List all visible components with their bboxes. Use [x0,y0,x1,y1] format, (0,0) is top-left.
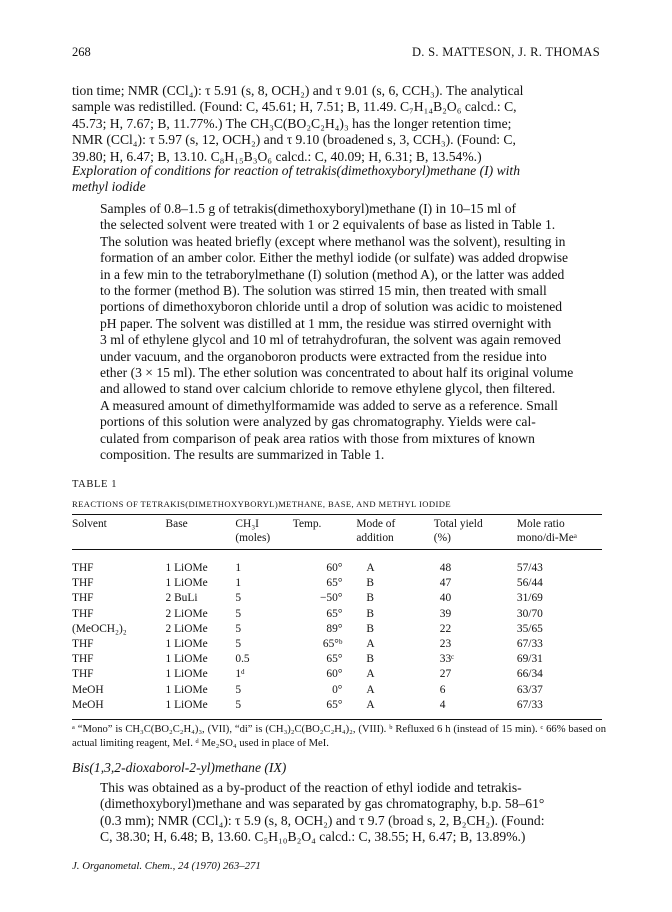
text-line: NMR (CCl₄): τ 5.97 (s, 12, OCH₂) and τ 9.10 (broadened s, 3, CCH₃). (Found: C, [72,132,516,148]
table-cell: 5 [235,698,242,711]
text-line: the selected solvent were treated with 1 or 2 equivalents of base as listed in Table 1. [100,217,556,233]
text-line: sample was redistilled. (Found: C, 45.61; H, 7.51; B, 11.49. C₇H₁₄B₂O₆ calcd.: C, [72,99,517,115]
table-cell: B [366,607,374,620]
table-cell: 35/65 [516,622,543,635]
table-cell: 56/44 [516,577,543,590]
text-line: A measured amount of dimethylformamide was added to serve as a reference. Small [100,397,558,413]
page-number: 268 [72,45,91,59]
table-cell: 5 [235,622,242,635]
table-row [72,637,602,652]
table-cell: A [366,698,375,711]
table-cell: THF [72,562,94,574]
table-cell: 5 [235,592,242,605]
table-cell: 63/37 [516,683,543,696]
table-cell: 89° [326,622,343,635]
table-cell: 6 [439,683,446,696]
text-line: formation of an amber color. Either the methyl iodide (or sulfate) was added dropwise [100,250,569,266]
column-header: Base [165,518,188,530]
table-row [72,591,602,606]
table-cell: 1 LiOMe [165,683,208,696]
table-footnotes: ᵃ “Mono” is CH₃C(BO₂C₂H₄)₃, (VII), “di” is (CH₃)₂C(BO₂C₂H₄)₂, (VIII). ᵇ Refluxed 6 h (instead of 15 min). ᶜ 66% based on actual limiting reagent, MeI. ᵈ Me₂SO₄ used in place of MeI. [72,724,606,749]
table-cell: 2 LiOMe [165,622,208,635]
table-cell: B [366,577,374,590]
column-header: Mole ratio mono/di-Meᵃ [516,518,577,544]
reactions-table [72,516,602,713]
paragraph-bis-compound [72,780,606,846]
table-cell: 4 [439,698,446,711]
table-cell: THF [72,653,94,666]
table-cell: 2 LiOMe [165,607,208,620]
table-cell: 39 [439,607,452,620]
table-cell: THF [72,577,94,590]
text-line: C, 38.30; H, 6.48; B, 13.60. C₅H₁₀B₂O₄ calcd.: C, 38.55; H, 6.47; B, 13.89%.) [100,829,526,845]
column-header: Solvent [72,518,107,530]
paragraph-procedure [72,201,606,464]
text-line: tion time; NMR (CCl₄): τ 5.91 (s, 8, OCH₂) and τ 9.01 (s, 6, CCH₃). The analytical [72,83,524,98]
table-cell: 65° [326,607,343,620]
table-cell: 40 [439,592,452,605]
table-cell: A [366,668,375,681]
table-row [72,550,602,576]
text-line: to the former (method B). The solution was stirred 15 min, then treated with small [100,283,547,299]
text-line: culated from comparison of peak area ratios with those from mixtures of known [100,430,535,446]
table-cell: MeOH [72,683,104,696]
table-cell: 65° [326,577,343,590]
table-cell: −50° [320,592,343,605]
table-cell: 0° [332,683,343,696]
table-row [72,576,602,591]
table-cell: 60° [326,562,343,574]
table-cell: THF [72,592,94,605]
table-caption: REACTIONS OF TETRAKIS(DIMETHOXYBORYL)METHANE, BASE, AND METHYL IODIDE [72,499,451,509]
text-line: 39.80; H, 6.47; B, 13.10. C₈H₁₅B₃O₆ calcd.: C, 40.09; H, 6.31; B, 13.54%.) [72,148,482,164]
text-line: 45.73; H, 7.67; B, 11.77%.) The CH₃C(BO₂C₂H₄)₃ has the longer retention time; [72,115,512,131]
table-cell: (MeOCH₂)₂ [72,622,127,635]
text-line: 3 ml of ethylene glycol and 10 ml of tetrahydrofuran, the solvent was again removed [100,332,561,348]
paragraph-analysis-results [72,83,606,165]
table-header-row [72,516,602,550]
table-row [72,667,602,682]
text-line: (dimethoxyboryl)methane and was separated by gas chromatography, b.p. 58–61° [100,796,545,812]
table-cell: 1 LiOMe [165,577,208,590]
table-cell: 30/70 [516,607,543,620]
table-cell: 5 [235,607,242,620]
table-body [72,550,602,713]
table-cell: 22 [439,622,452,635]
table-top-rule [72,514,602,515]
text-line: portions of this solution were analyzed by gas chromatography. Yields were cal- [100,414,536,430]
table-cell: 23 [439,638,452,651]
column-header: Temp. [292,518,322,530]
column-header: Total yield (%) [433,518,483,544]
table-cell: 1 [235,562,242,574]
table-cell: 1 [235,577,242,590]
table-cell: THF [72,668,94,681]
table-cell: 0.5 [235,653,250,666]
table-cell: 27 [439,668,452,681]
table-cell: 5 [235,638,242,651]
table-cell: 1 LiOMe [165,653,208,666]
table-row [72,683,602,698]
text-line: pH paper. The solvent was distilled at 1 mm, the residue was stirred overnight with [100,315,552,331]
table-cell: THF [72,638,94,651]
text-line: in a few min to the tetraborylmethane (I) solution (method A), or the latter was added [100,266,565,282]
table-cell: 66/34 [516,668,543,681]
table-cell: A [366,562,375,574]
table-cell: 1 LiOMe [165,668,208,681]
section-heading-exploration [72,163,606,195]
table-cell: 47 [439,577,452,590]
table-row [72,622,602,637]
author-running-head: D. S. MATTESON, J. R. THOMAS [411,45,600,59]
table-cell: 33ᶜ [439,653,455,666]
table-cell: 31/69 [516,592,543,605]
table-cell: 1 LiOMe [165,562,208,574]
table-cell: 48 [439,562,452,574]
table-cell: 65° [326,698,343,711]
table-cell: 65° [326,653,343,666]
table-cell: B [366,622,374,635]
table-cell: 67/33 [516,638,543,651]
text-line: This was obtained as a by-product of the reaction of ethyl iodide and tetrakis- [100,780,522,795]
table-row [72,698,602,713]
table-cell: 1 LiOMe [165,698,208,711]
table-cell: 5 [235,683,242,696]
text-line: (0.3 mm); NMR (CCl₄): τ 5.9 (s, 8, OCH₂) and τ 9.7 (broad s, 2, B₂CH₂). (Found: [100,812,545,828]
text-line: and allowed to stand over calcium chloride to remove ethylene glycol, then filtered. [100,381,556,397]
column-header: Mode of addition [356,518,396,544]
table-cell: B [366,653,374,666]
heading-line: methyl iodide [72,178,146,194]
table-cell: 57/43 [516,562,543,574]
table-cell: 69/31 [516,653,543,666]
text-line: portions of dimethoxyboron chloride until a drop of solution was acidic to moistened [100,299,563,315]
text-line: under vacuum, and the organoboron products were extracted from the residue into [100,348,547,364]
journal-citation-footer: J. Organometal. Chem., 24 (1970) 263–271 [72,860,261,872]
column-header: CH₃I (moles) [235,518,271,544]
table-row [72,652,602,667]
table-cell: 1ᵈ [235,668,245,681]
running-header [72,45,600,65]
table-row [72,607,602,622]
table-bottom-rule [72,719,602,720]
table-cell: A [366,638,375,651]
table-cell: 1 LiOMe [165,638,208,651]
text-line: Samples of 0.8–1.5 g of tetrakis(dimethoxyboryl)methane (I) in 10–15 ml of [100,201,517,216]
section-heading-bis-dioxaborolyl-methane: Bis(1,3,2-dioxaborol-2-yl)methane (IX) [72,760,287,775]
table-label: TABLE 1 [72,479,118,490]
heading-line: Exploration of conditions for reaction of tetrakis(dimethoxyboryl)methane (I) with [72,163,521,178]
text-line: The solution was heated briefly (except where methanol was the solvent), resulting in [100,233,566,249]
table-cell: 65°ᵇ [322,638,343,651]
table-cell: 67/33 [516,698,543,711]
text-line: ether (3 × 15 ml). The ether solution was concentrated to about half its original volume [100,365,574,381]
text-line: composition. The results are summarized in Table 1. [100,447,385,463]
table-cell: A [366,683,375,696]
table-cell: 60° [326,668,343,681]
table-cell: MeOH [72,698,104,711]
table-cell: 2 BuLi [165,592,198,605]
table-cell: B [366,592,374,605]
table-cell: THF [72,607,94,620]
